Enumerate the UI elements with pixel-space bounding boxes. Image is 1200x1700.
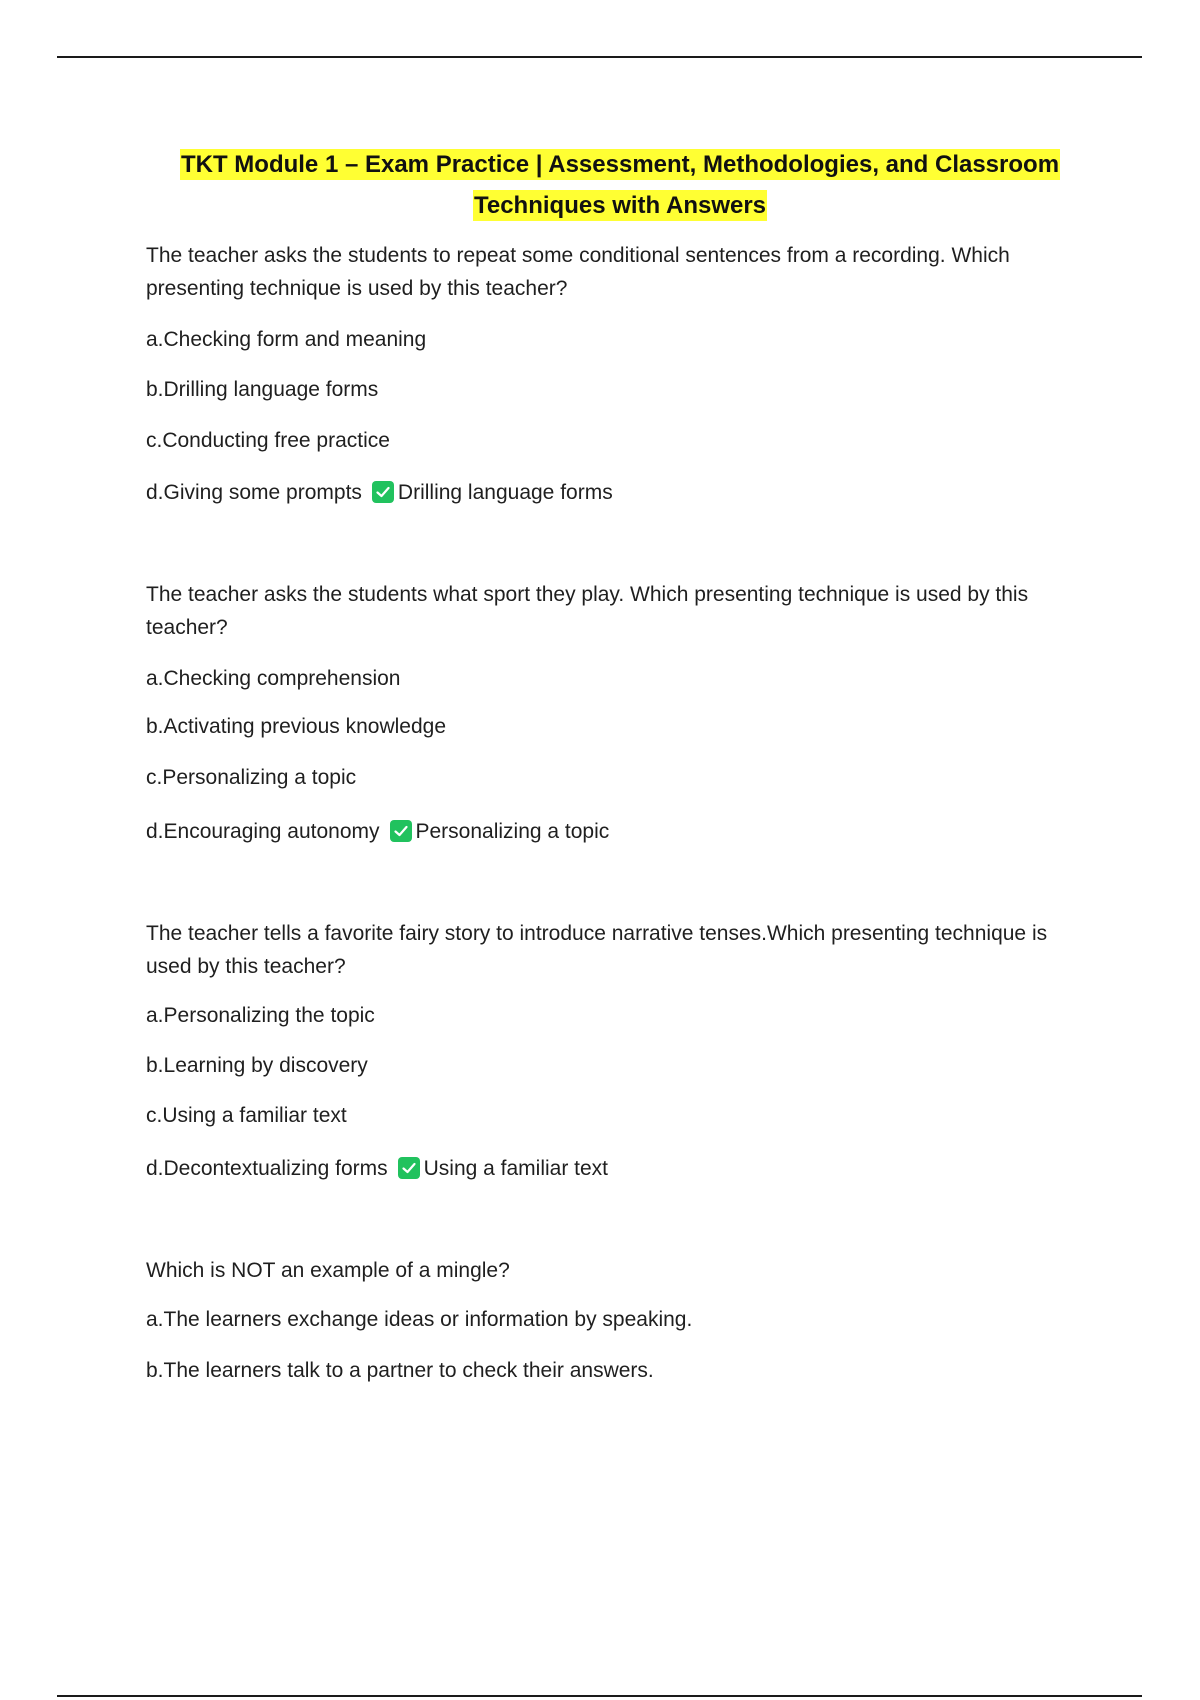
option-c: c.Using a familiar text	[146, 1104, 347, 1127]
option-a: a.Checking form and meaning	[146, 328, 427, 351]
answer-text: Drilling language forms	[397, 481, 613, 504]
question-text: The teacher tells a favorite fairy story to introduce narrative tenses.Which presenting technique is used by this teacher?	[146, 922, 1048, 978]
option-a: a.Checking comprehension	[146, 667, 401, 690]
check-icon	[398, 1157, 420, 1179]
option-d-with-answer	[146, 817, 609, 847]
option-d-with-answer	[146, 1154, 608, 1184]
option-c: c.Conducting free practice	[146, 429, 390, 452]
question-text: Which is NOT an example of a mingle?	[146, 1259, 510, 1282]
option-d: d.Decontextualizing forms	[146, 1157, 388, 1180]
document-title-text: TKT Module 1 – Exam Practice | Assessment, Methodologies, and Classroom Techniques with Answers	[180, 151, 1060, 219]
answer-text: Personalizing a topic	[415, 820, 610, 843]
question-text: The teacher asks the students what sport they play. Which presenting technique is used by this teacher?	[146, 583, 1029, 639]
check-icon	[372, 481, 394, 503]
option-c: c.Personalizing a topic	[146, 766, 357, 789]
bottom-rule	[57, 1695, 1142, 1697]
option-d: d.Giving some prompts	[146, 481, 362, 504]
option-b: b.Drilling language forms	[146, 378, 379, 401]
option-d: d.Encouraging autonomy	[146, 820, 380, 843]
option-b: b.Learning by discovery	[146, 1054, 368, 1077]
check-icon	[390, 820, 412, 842]
option-b: b.The learners talk to a partner to check their answers.	[146, 1359, 654, 1382]
answer-text: Using a familiar text	[423, 1157, 609, 1180]
option-a: a.The learners exchange ideas or information by speaking.	[146, 1308, 693, 1331]
option-b: b.Activating previous knowledge	[146, 715, 447, 738]
question-text: The teacher asks the students to repeat some conditional sentences from a recording. Which presenting technique is used by this teacher?	[146, 244, 1010, 300]
option-a: a.Personalizing the topic	[146, 1004, 375, 1027]
option-d-with-answer	[146, 478, 613, 508]
top-rule	[57, 56, 1142, 58]
document-title	[140, 144, 1100, 226]
